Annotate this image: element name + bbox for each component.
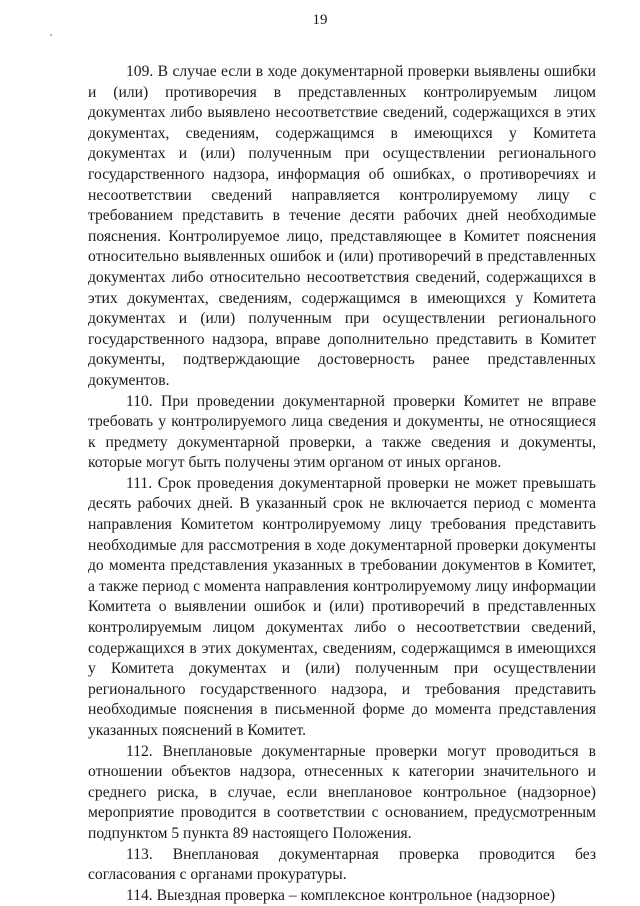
- paragraph-111: 111. Срок проведения документарной проверки не может превышать десять рабочих дней. В указанный срок не включается период с момента направления Комитетом контролируемому лицу требования представить необходимые для рассмотрения в ходе документарной проверки документы до момента представления указанных в требовании документов в Комитет, а также период с момента направления контролируемому лицу информации Комитета о выявлении ошибок и (или) противоречий в представленных контролируемым лицом документах либо о несоответствии сведений, содержащихся в этих документах, сведениям, содержащимся в имеющихся у Комитета документах и (или) полученным при осуществлении регионального государственного надзора, и требования представить необходимые пояснения в письменной форме до момента представления указанных пояснений в Комитет.: [88, 474, 596, 739]
- paragraph-109: 109. В случае если в ходе документарной проверки выявлены ошибки и (или) противоречия в представленных контролируемым лицом документах либо выявлено несоответствие сведений, содержащихся в этих документах, сведениям, содержащимся в имеющихся у Комитета документах и (или) полученным при осуществлении регионального государственного надзора, информация об ошибках, о противоречиях и несоответствии сведений направляется контролируемому лицу с требованием представить в течение десяти рабочих дней необходимые пояснения. Контролируемое лицо, представляющее в Комитет пояснения относительно выявленных ошибок и (или) противоречий в представленных документах либо относительно несоответствия сведений, содержащихся в этих документах, сведениям, содержащимся в имеющихся у Комитета документах и (или) полученным при осуществлении регионального государственного надзора, вправе дополнительно представить в Комитет документы, подтверждающие достоверность ранее представленных документов.: [88, 63, 596, 389]
- paragraph-113: 113. Внеплановая документарная проверка проводится без согласования с органами прокуратуры.: [88, 845, 596, 884]
- scan-speck: [50, 34, 52, 36]
- paragraph-112: 112. Внеплановые документарные проверки могут проводиться в отношении объектов надзора, отнесенных к категории значительного и среднего риска, в случае, если внеплановое контрольное (надзорное) мероприятие проводится в соответствии с основанием, предусмотренным подпунктом 5 пункта 89 настоящего Положения.: [88, 742, 596, 842]
- page-number: 19: [312, 12, 328, 28]
- paragraph-114: 114. Выездная проверка – комплексное контрольное (надзорное): [126, 886, 556, 904]
- document-body: [88, 62, 596, 906]
- paragraph-110: 110. При проведении документарной проверки Комитет не вправе требовать у контролируемого лица сведения и документы, не относящиеся к предмету документарной проверки, а также сведения и документы, которые могут быть получены этим органом от иных органов.: [88, 392, 596, 472]
